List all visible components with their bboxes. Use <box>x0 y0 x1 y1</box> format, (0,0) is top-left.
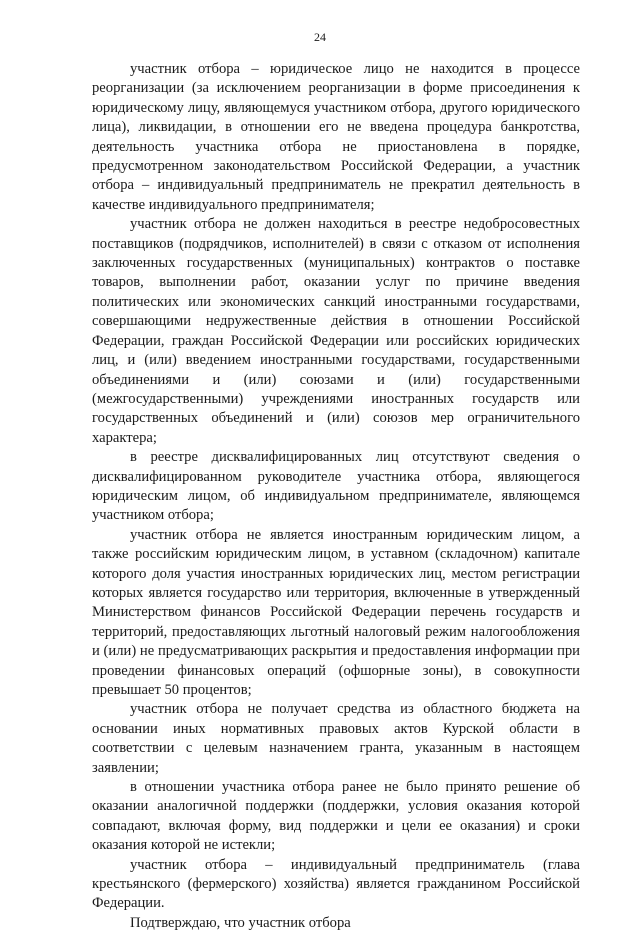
paragraph-prior-support: в отношении участника отбора ранее не было принято решение об оказании аналогичной поддержки (поддержки, условия оказания которой совпадают, включая форму, вид поддержки и цели ее оказания) и сроки оказания которой не истекли; <box>92 779 580 854</box>
paragraph-citizenship: участник отбора – индивидуальный предприниматель (глава крестьянского (фермерского) хозяйства) является гражданином Российской Федерации. <box>92 856 580 912</box>
document-body <box>92 60 580 933</box>
paragraph-confirmation: Подтверждаю, что участник отбора <box>130 914 351 931</box>
paragraph-foreign-entity: участник отбора не является иностранным юридическим лицом, а также российским юридическим лицом, в уставном (складочном) капитале которого доля участия иностранных юридических лиц, местом регистрации которых является государство или территория, включенные в утвержденный Министерством финансов Российской Федерации перечень государств и территорий, предоставляющих льготный налоговый режим налогообложения и (или) не предусматривающих раскрытия и предоставления информации при проведении финансовых операций (офшорные зоны), в совокупности превышает 50 процентов; <box>92 526 580 698</box>
paragraph-legal-status: участник отбора – юридическое лицо не находится в процессе реорганизации (за исключением реорганизации в форме присоединения к юридическому лицу, являющемуся участником отбора, другого юридического лица), ликвидации, в отношении его не введена процедура банкротства, деятельность участника отбора не приостановлена в порядке, предусмотренном законодательством Российской Федерации, а участник отбора – индивидуальный предприниматель не прекратил деятельность в качестве индивидуального предпринимателя; <box>92 61 580 213</box>
page-number: 24 <box>314 30 326 44</box>
paragraph-disqualified-persons-registry: в реестре дисквалифицированных лиц отсутствуют сведения о дисквалифицированном руководителе участника отбора, являющегося юридическим лицом, об индивидуальном предпринимателе, являющемся участником отбора; <box>92 449 580 524</box>
paragraph-unscrupulous-suppliers-registry: участник отбора не должен находиться в реестре недобросовестных поставщиков (подрядчиков, исполнителей) в связи с отказом от исполнения заключенных государственных (муниципальных) контрактов о поставке товаров, выполнении работ, оказании услуг по причине введения политических или экономических санкций иностранными государствами, совершающими недружественные действия в отношении Российской Федерации, граждан Российской Федерации или российских юридических лиц, и (или) введением иностранными государствами, государственными объединениями и (или) союзами и (или) государственными (межгосударственными) учреждениями иностранных государств или государственных объединений и (или) союзов мер ограничительного характера; <box>92 216 580 446</box>
paragraph-regional-budget-funds: участник отбора не получает средства из областного бюджета на основании иных нормативных правовых актов Курской области в соответствии с целевым назначением гранта, указанным в настоящем заявлении; <box>92 701 580 776</box>
